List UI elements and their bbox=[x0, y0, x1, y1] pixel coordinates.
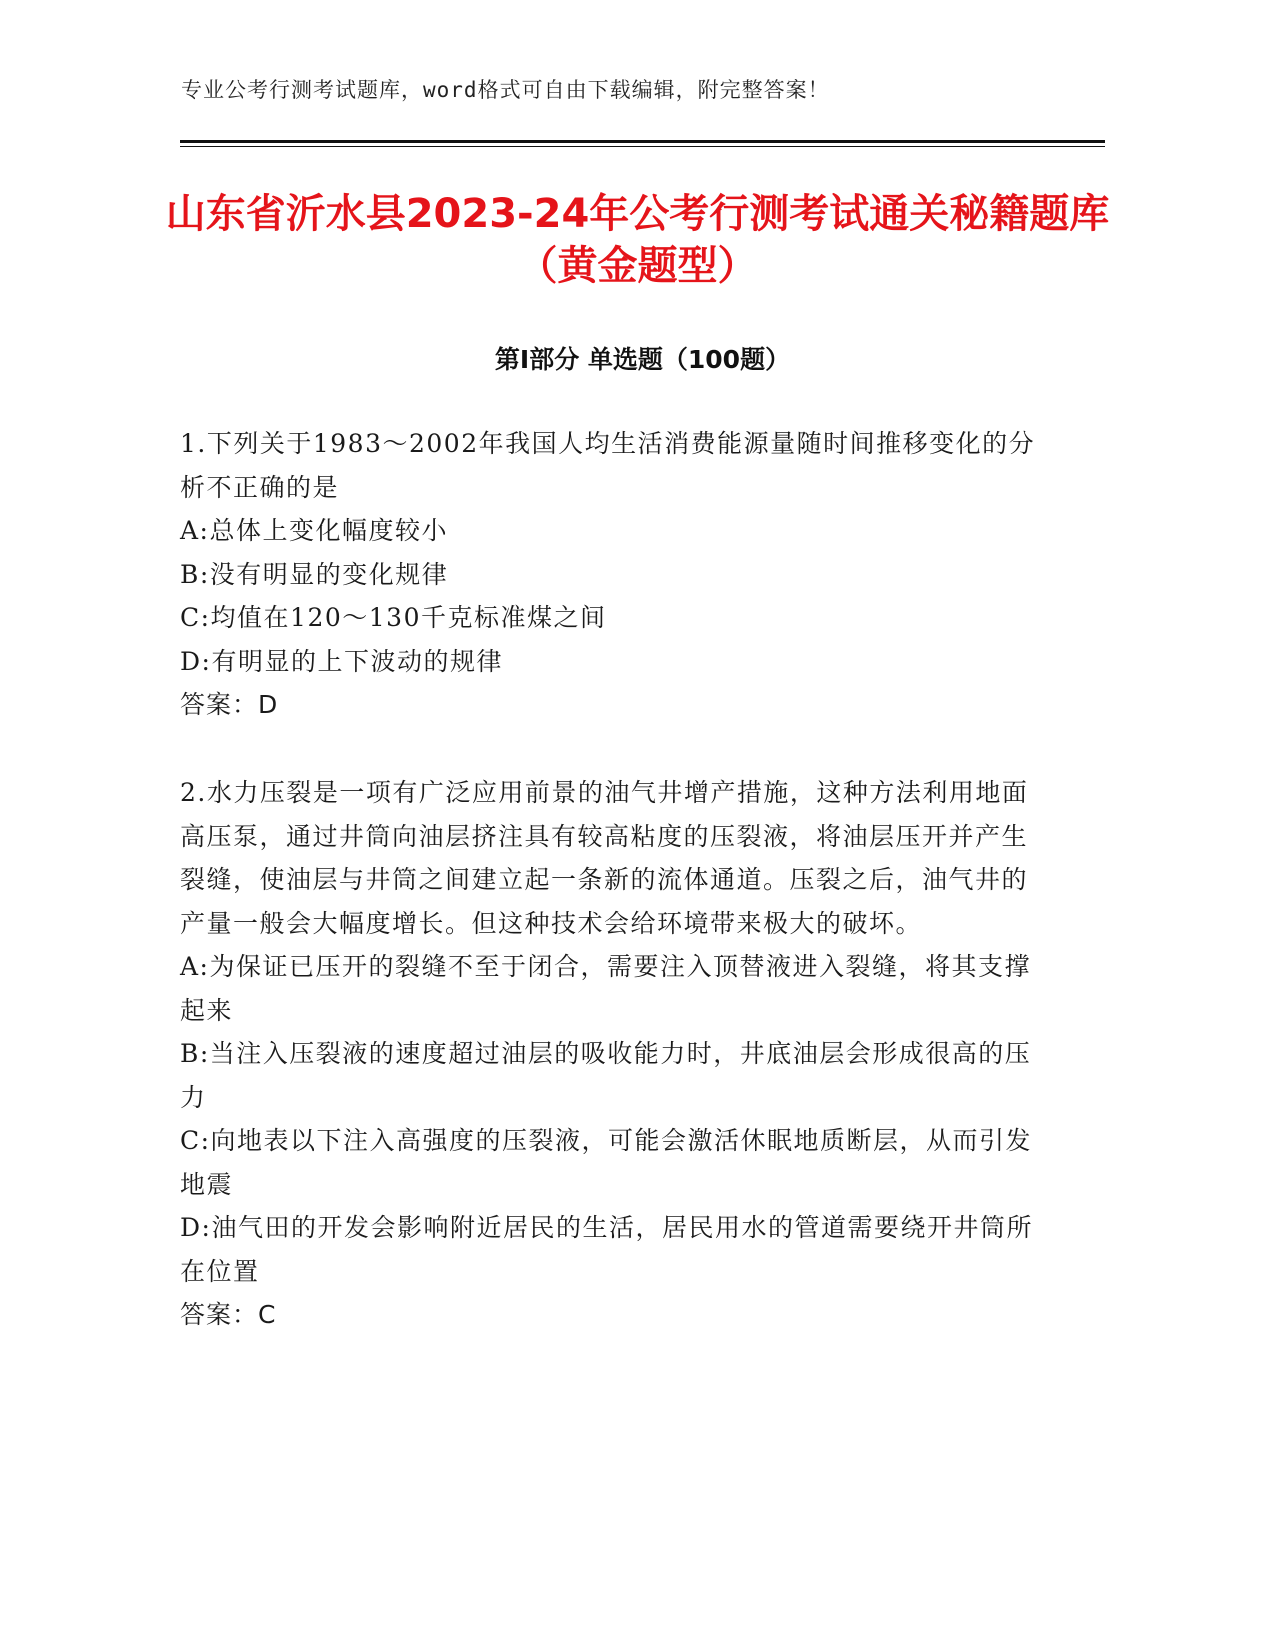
option-c: C:均值在120～130千克标准煤之间 bbox=[180, 603, 607, 632]
question-1 bbox=[180, 422, 1040, 727]
header-divider-thin bbox=[180, 146, 1105, 147]
question-2 bbox=[180, 771, 1040, 1337]
question-stem: 1.下列关于1983～2002年我国人均生活消费能源量随时间推移变化的分析不正确的是 bbox=[180, 429, 1036, 502]
document-title: 山东省沂水县2023-24年公考行测考试通关秘籍题库（黄金题型） bbox=[165, 191, 1110, 289]
answer: 答案：D bbox=[180, 690, 279, 719]
option-b: B:没有明显的变化规律 bbox=[180, 559, 449, 589]
option-b: B:当注入压裂液的速度超过油层的吸收能力时，井底油层会形成很高的压力 bbox=[180, 1039, 1032, 1112]
option-d: D:油气田的开发会影响附近居民的生活，居民用水的管道需要绕开井筒所在位置 bbox=[180, 1213, 1033, 1286]
section-heading: 第Ⅰ部分 单选题（100题） bbox=[494, 345, 791, 374]
question-stem: 2.水力压裂是一项有广泛应用前景的油气井增产措施，这种方法利用地面高压泵，通过井筒向油层挤注具有较高粘度的压裂液，将油层压开并产生裂缝，使油层与井筒之间建立起一条新的流体通道。压裂之后，油气井的产量一般会大幅度增长。但这种技术会给环境带来极大的破坏。 bbox=[180, 778, 1029, 938]
option-a: A:总体上变化幅度较小 bbox=[180, 516, 448, 545]
answer: 答案：C bbox=[180, 1300, 277, 1329]
header-note: 专业公考行测考试题库，word格式可自由下载编辑，附完整答案！ bbox=[181, 78, 830, 102]
option-c: C:向地表以下注入高强度的压裂液，可能会激活休眠地质断层，从而引发地震 bbox=[180, 1126, 1033, 1199]
header-divider-thick bbox=[180, 140, 1105, 143]
option-a: A:为保证已压开的裂缝不至于闭合，需要注入顶替液进入裂缝，将其支撑起来 bbox=[180, 952, 1031, 1025]
option-d: D:有明显的上下波动的规律 bbox=[180, 646, 503, 676]
